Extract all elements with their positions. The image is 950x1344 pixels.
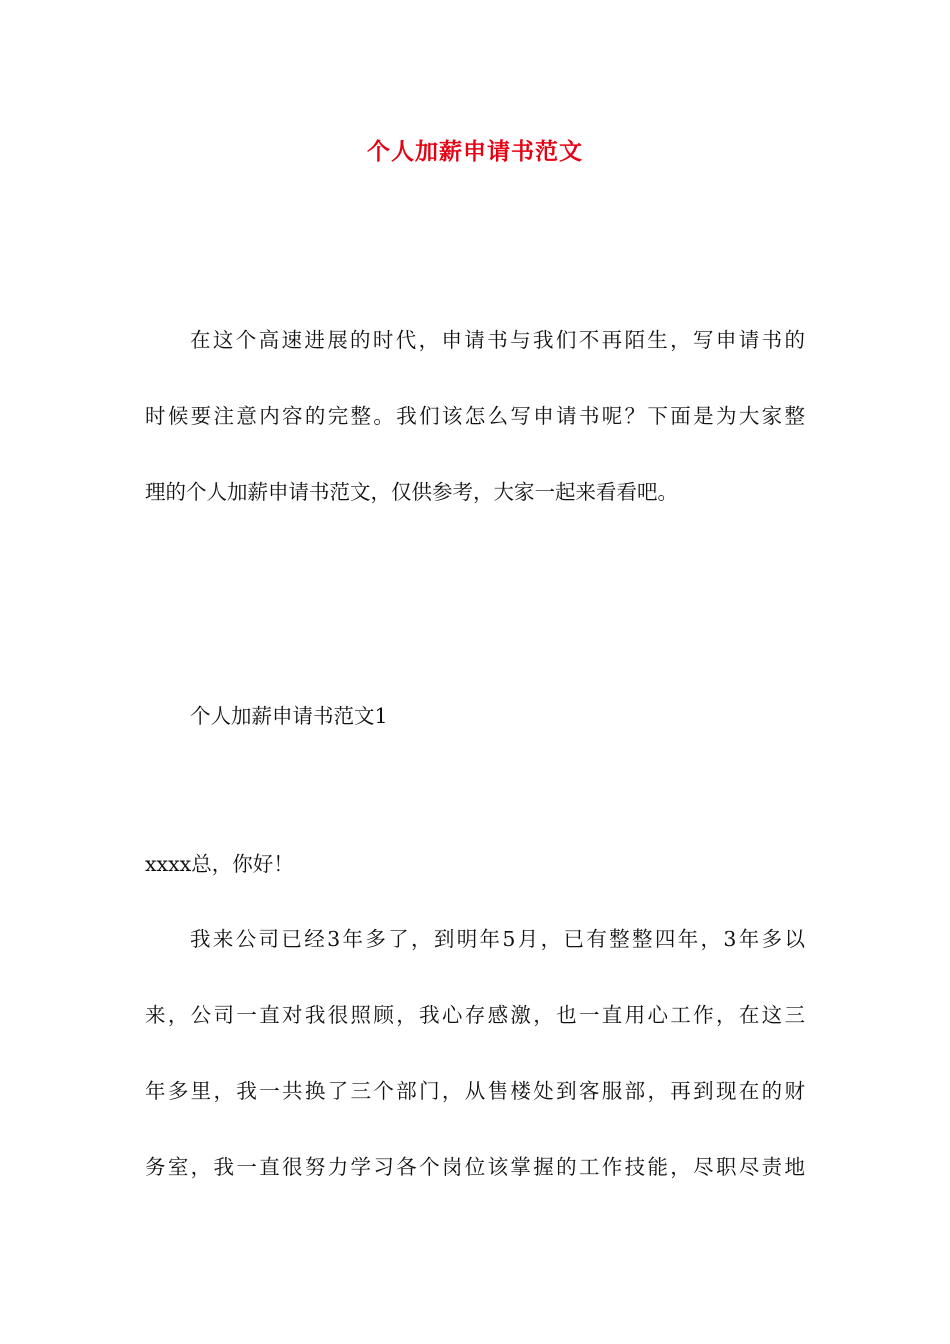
intro-line-2: 时候要注意内容的完整。我们该怎么写申请书呢？下面是为大家整 xyxy=(145,404,805,428)
body-line-3: 年多里，我一共换了三个部门，从售楼处到客服部，再到现在的财 xyxy=(145,1079,805,1103)
letter-greeting: xxxx总，你好！ xyxy=(145,852,294,876)
body-line-2: 来，公司一直对我很照顾，我心存感激，也一直用心工作，在这三 xyxy=(145,1003,805,1027)
intro-line-1: 在这个高速进展的时代，申请书与我们不再陌生，写申请书的 xyxy=(190,328,805,352)
document-title: 个人加薪申请书范文 xyxy=(367,138,583,165)
section-heading: 个人加薪申请书范文1 xyxy=(190,704,388,728)
body-line-1: 我来公司已经3年多了，到明年5月，已有整整四年，3年多以 xyxy=(190,927,805,951)
body-line-4: 务室，我一直很努力学习各个岗位该掌握的工作技能，尽职尽责地 xyxy=(145,1155,805,1179)
intro-line-3: 理的个人加薪申请书范文，仅供参考，大家一起来看看吧。 xyxy=(145,480,678,504)
